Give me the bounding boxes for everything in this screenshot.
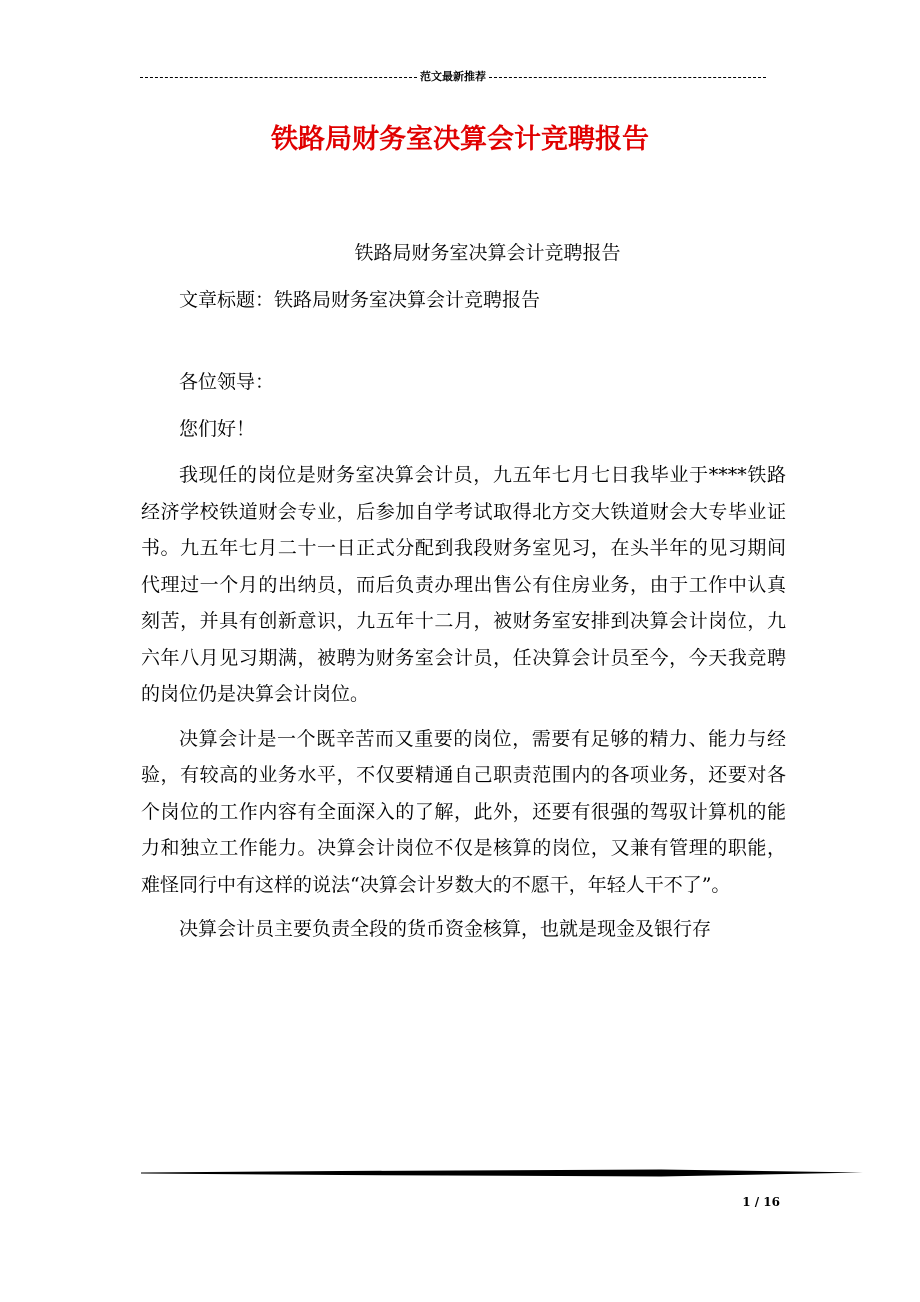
page-number: 1 / 16 xyxy=(742,1195,780,1209)
document-body xyxy=(141,235,786,948)
header-banner-label: 范文最新推荐 xyxy=(420,70,486,83)
paragraph-2: 决算会计是一个既辛苦而又重要的岗位，需要有足够的精力、能力与经验，有较高的业务水平，不仅要精通自己职责范围内的各项业务，还要对各个岗位的工作内容有全面深入的了解，此外，还要有很强的驾驭计算机的能力和独立工作能力。决算会计岗位不仅是核算的岗位，又兼有管理的职能，难怪同行中有这样的说法“决算会计岁数大的不愿干，年轻人干不了”。 xyxy=(141,727,786,896)
salutation: 各位领导： xyxy=(179,371,275,393)
header-dash-left xyxy=(140,77,417,78)
paragraph-3: 决算会计员主要负责全段的货币资金核算，也就是现金及银行存 xyxy=(179,918,712,940)
footer-divider xyxy=(141,1168,863,1178)
header-dash-right xyxy=(489,77,766,78)
paragraph-1: 我现任的岗位是财务室决算会计员，九五年七月七日我毕业于****铁路经济学校铁道财会专业，后参加自学考试取得北方交大铁道财会大专毕业证书。九五年七月二十一日正式分配到我段财务室见习，在头半年的见习期间代理过一个月的出纳员，而后负责办理出售公有住房业务，由于工作中认真刻苦，并具有创新意识，九五年十二月，被财务室安排到决算会计岗位，九六年八月见习期满，被聘为财务室会计员，任决算会计员至今，今天我竞聘的岗位仍是决算会计岗位。 xyxy=(141,464,786,705)
document-title: 铁路局财务室决算会计竞聘报告 xyxy=(271,124,649,155)
header-banner xyxy=(140,68,766,86)
document-subtitle: 铁路局财务室决算会计竞聘报告 xyxy=(354,242,621,264)
article-title-line: 文章标题：铁路局财务室决算会计竞聘报告 xyxy=(179,288,541,311)
greeting: 您们好！ xyxy=(179,417,256,440)
